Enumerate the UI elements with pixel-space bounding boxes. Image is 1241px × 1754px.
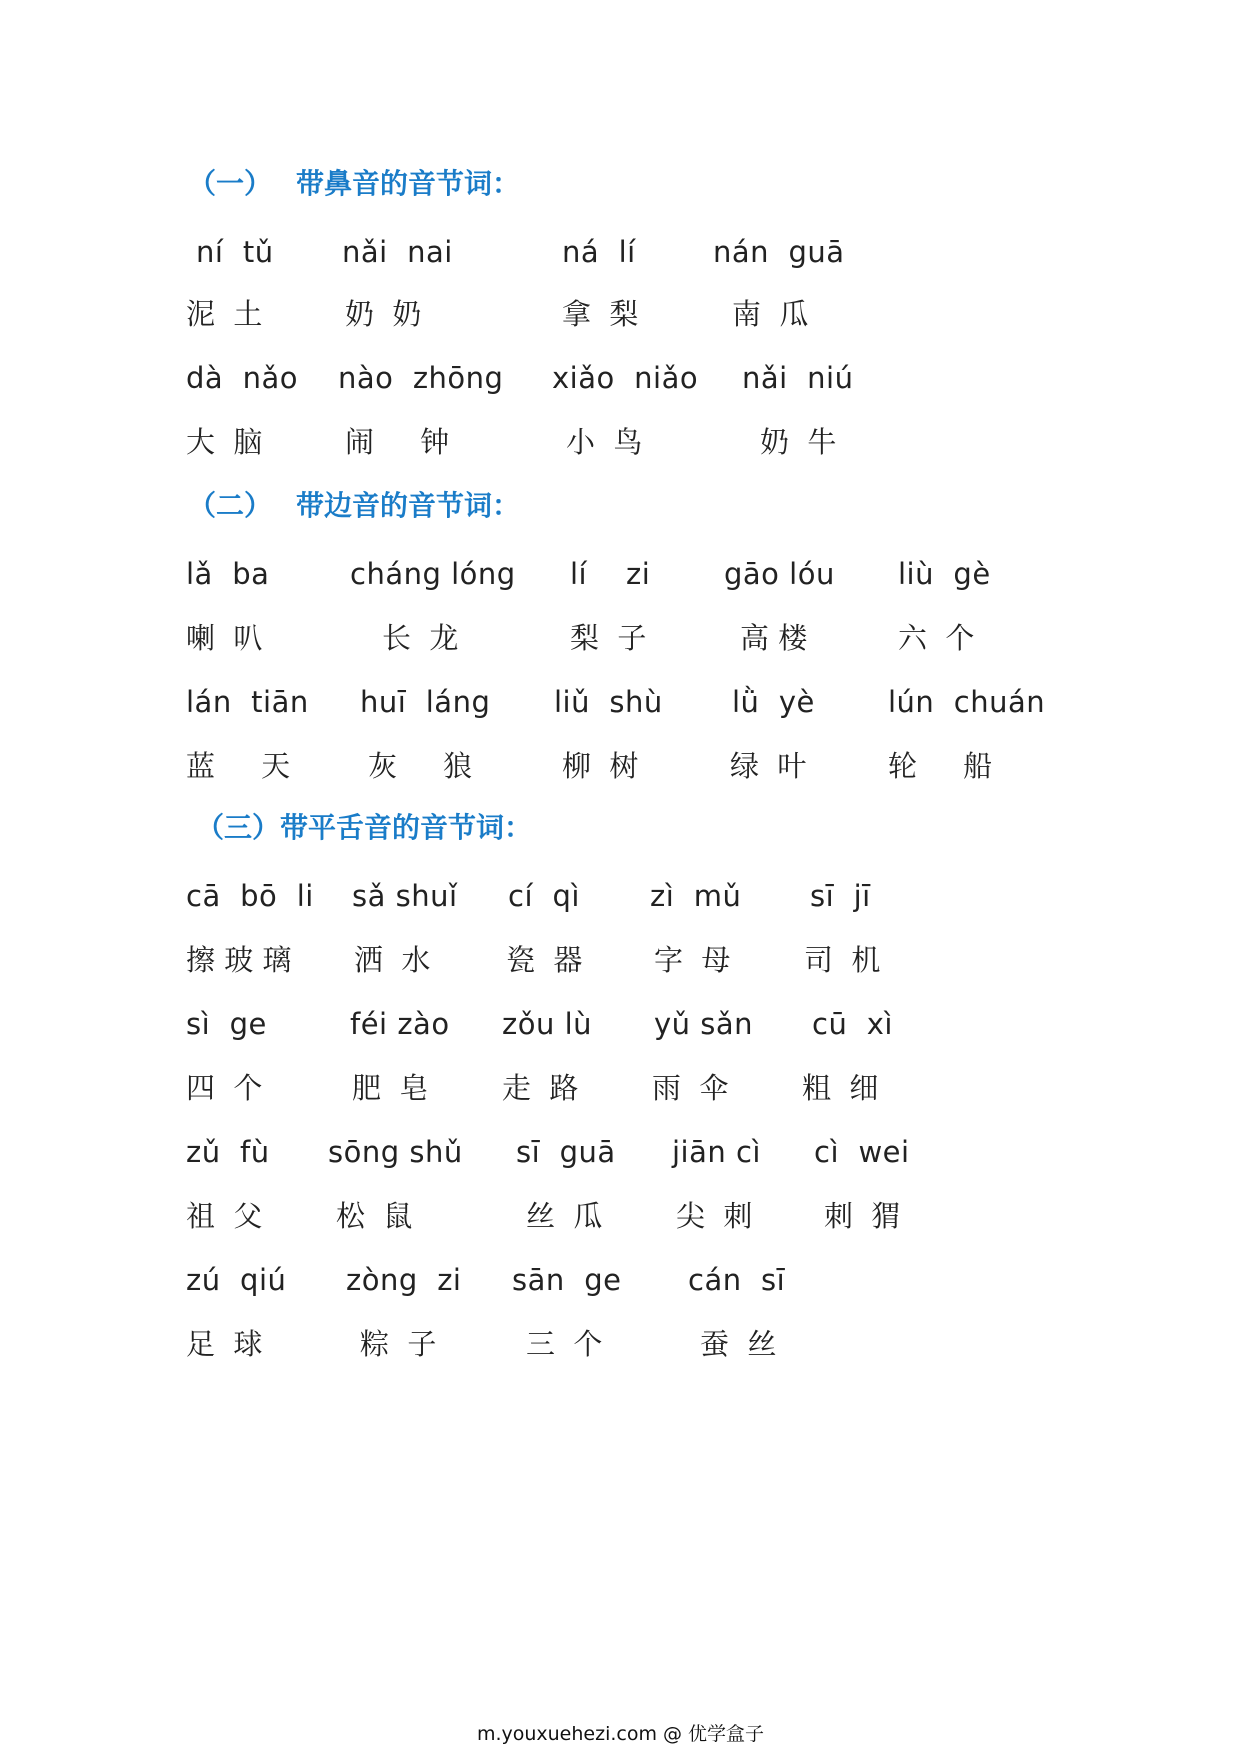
hanzi-word: 刺 猬: [824, 1199, 901, 1233]
hanzi-word: 灰 狼: [368, 749, 473, 783]
word-row: [0, 420, 1241, 464]
hanzi-word: 字 母: [654, 943, 731, 977]
pinyin-word: nán guā: [713, 235, 845, 269]
hanzi-word: 蓝 天: [186, 749, 291, 783]
hanzi-word: 雨 伞: [652, 1071, 729, 1105]
word-row: [0, 1130, 1241, 1174]
hanzi-word: 长 龙: [382, 621, 459, 655]
hanzi-word: 喇 叭: [186, 621, 263, 655]
pinyin-word: lán tiān: [186, 685, 309, 719]
word-row: [0, 230, 1241, 274]
pinyin-word: zòng zi: [346, 1263, 462, 1297]
hanzi-word: 松 鼠: [336, 1199, 413, 1233]
word-row: [0, 938, 1241, 982]
hanzi-word: 擦 玻 璃: [186, 943, 292, 977]
hanzi-word: 梨 子: [570, 621, 647, 655]
word-row: [0, 1322, 1241, 1366]
word-row: [0, 744, 1241, 788]
pinyin-word: liù gè: [898, 557, 991, 591]
pinyin-word: nǎi niú: [742, 361, 854, 395]
hanzi-word: 小 鸟: [566, 425, 643, 459]
word-row: [0, 1066, 1241, 1110]
pinyin-word: zú qiú: [186, 1263, 287, 1297]
word-row: [0, 292, 1241, 336]
hanzi-word: 尖 刺: [676, 1199, 753, 1233]
pinyin-word: lún chuán: [888, 685, 1046, 719]
pinyin-word: lǎ ba: [186, 557, 270, 591]
pinyin-word: ní tǔ: [196, 235, 274, 269]
pinyin-word: dà nǎo: [186, 361, 299, 395]
pinyin-word: xiǎo niǎo: [552, 361, 699, 395]
hanzi-word: 六 个: [898, 621, 975, 655]
word-row: [0, 680, 1241, 724]
word-row: [0, 874, 1241, 918]
pinyin-word: jiān cì: [672, 1135, 761, 1169]
pinyin-word: sì ge: [186, 1007, 267, 1041]
section-number: （一）: [188, 167, 273, 200]
hanzi-word: 走 路: [502, 1071, 579, 1105]
pinyin-word: cì wei: [814, 1135, 910, 1169]
pinyin-word: gāo lóu: [724, 557, 835, 591]
word-row: [0, 1002, 1241, 1046]
pinyin-word: sān ge: [512, 1263, 622, 1297]
hanzi-word: 绿 叶: [730, 749, 807, 783]
hanzi-word: 粽 子: [360, 1327, 437, 1361]
section-number: （三）: [196, 811, 281, 844]
hanzi-word: 大 脑: [186, 425, 263, 459]
hanzi-word: 奶 奶: [345, 297, 422, 331]
word-row: [0, 1194, 1241, 1238]
hanzi-word: 泥 土: [186, 297, 263, 331]
hanzi-word: 司 机: [804, 943, 881, 977]
hanzi-word: 闹 钟: [345, 425, 450, 459]
pinyin-word: huī láng: [360, 685, 491, 719]
hanzi-word: 拿 梨: [562, 297, 639, 331]
hanzi-word: 瓷 器: [506, 943, 583, 977]
pinyin-word: cí qì: [508, 879, 580, 913]
pinyin-word: lǜ yè: [732, 685, 815, 719]
page-footer: m.youxuehezi.com @ 优学盒子: [476, 1723, 765, 1745]
hanzi-word: 祖 父: [186, 1199, 263, 1233]
pinyin-word: féi zào: [350, 1007, 450, 1041]
hanzi-word: 蚕 丝: [700, 1327, 777, 1361]
pinyin-word: lí zi: [570, 557, 651, 591]
hanzi-word: 丝 瓜: [526, 1199, 603, 1233]
section-heading-2: [188, 488, 520, 524]
hanzi-word: 高 楼: [740, 621, 808, 655]
pinyin-word: zì mǔ: [650, 879, 742, 913]
hanzi-word: 洒 水: [354, 943, 431, 977]
word-row: [0, 356, 1241, 400]
pinyin-word: nào zhōng: [338, 361, 504, 395]
pinyin-word: zǒu lù: [502, 1007, 592, 1041]
section-heading-1: [188, 166, 520, 202]
hanzi-word: 足 球: [186, 1327, 263, 1361]
pinyin-word: ná lí: [562, 235, 636, 269]
pinyin-word: sī guā: [516, 1135, 616, 1169]
section-number: （二）: [188, 489, 273, 522]
hanzi-word: 奶 牛: [760, 425, 837, 459]
hanzi-word: 粗 细: [802, 1071, 879, 1105]
section-heading-3: [196, 810, 532, 846]
pinyin-word: nǎi nai: [342, 235, 453, 269]
pinyin-word: zǔ fù: [186, 1135, 270, 1169]
pinyin-word: sōng shǔ: [328, 1135, 463, 1169]
hanzi-word: 四 个: [186, 1071, 263, 1105]
hanzi-word: 南 瓜: [732, 297, 809, 331]
word-row: [0, 616, 1241, 660]
hanzi-word: 轮 船: [888, 749, 993, 783]
hanzi-word: 柳 树: [562, 749, 639, 783]
section-title: 带平舌音的音节词：: [280, 811, 533, 844]
pinyin-word: yǔ sǎn: [654, 1007, 754, 1041]
section-title: 带鼻音的音节词：: [296, 167, 521, 200]
pinyin-word: cā bō li: [186, 879, 314, 913]
word-row: [0, 552, 1241, 596]
pinyin-word: sī jī: [810, 879, 871, 913]
pinyin-word: liǔ shù: [554, 685, 663, 719]
section-title: 带边音的音节词：: [296, 489, 521, 522]
word-row: [0, 1258, 1241, 1302]
hanzi-word: 三 个: [526, 1327, 603, 1361]
pinyin-word: sǎ shuǐ: [352, 879, 458, 913]
pinyin-word: cū xì: [812, 1007, 893, 1041]
pinyin-word: cháng lóng: [350, 557, 516, 591]
hanzi-word: 肥 皂: [352, 1071, 429, 1105]
pinyin-word: cán sī: [688, 1263, 786, 1297]
